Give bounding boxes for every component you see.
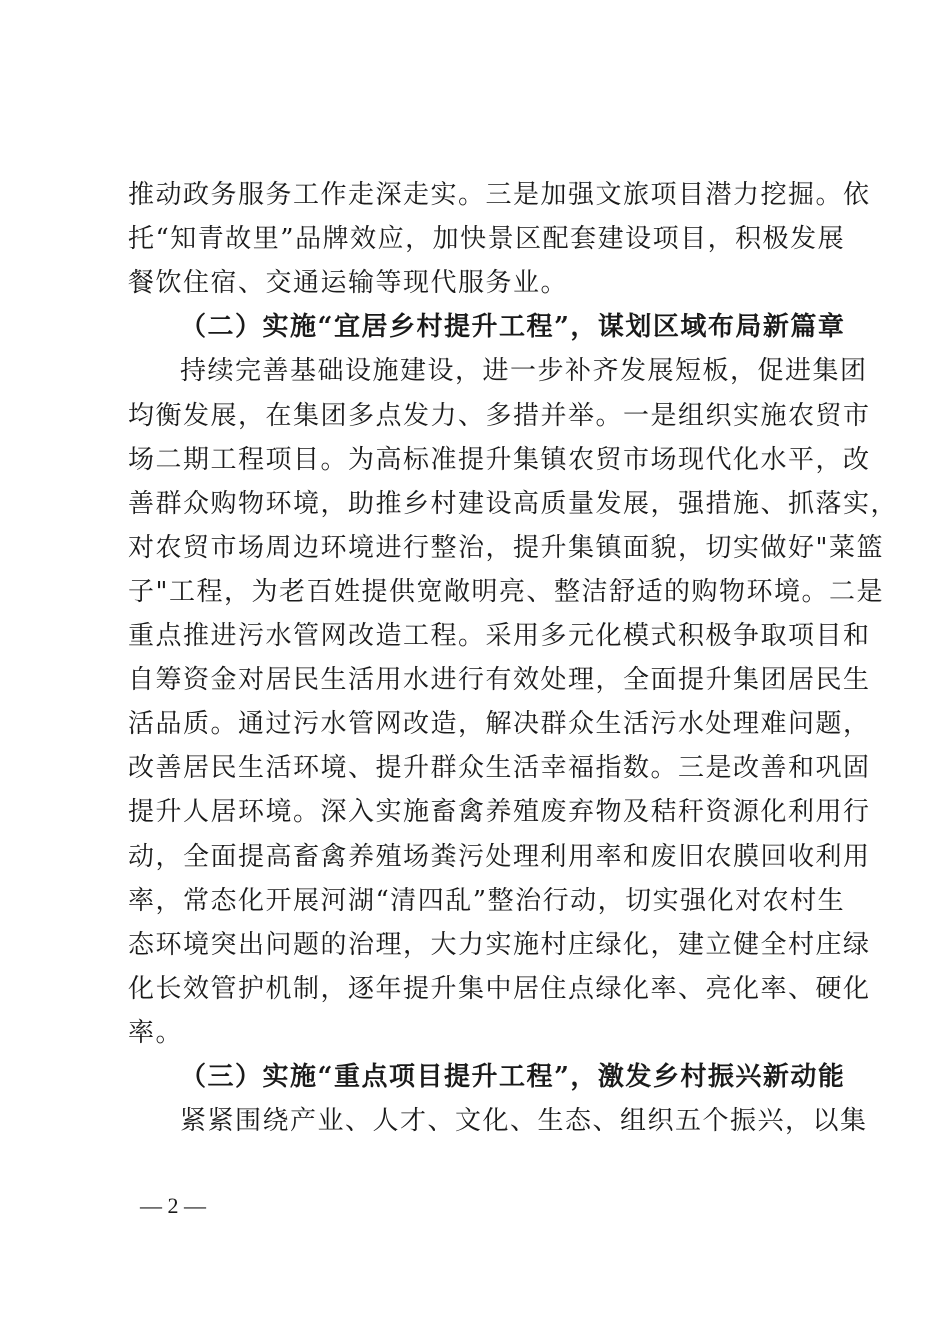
section-heading-2: （二）实施“宜居乡村提升工程”，谋划区域布局新篇章 (180, 312, 846, 342)
paragraph-2-line-10: 改善居民生活环境、提升群众生活幸福指数。三是改善和巩固 (128, 753, 871, 783)
paragraph-2-line-11: 提升人居环境。深入实施畜禽养殖废弃物及秸秆资源化利用行 (128, 797, 871, 827)
paragraph-2-line-15: 化长效管护机制，逐年提升集中居住点绿化率、亮化率、硬化 (128, 974, 871, 1004)
page-number-footer: — 2 — (140, 1193, 206, 1218)
paragraph-2-line-4: 善群众购物环境，助推乡村建设高质量发展，强措施、抓落实， (128, 489, 899, 519)
paragraph-2-line-5: 对农贸市场周边环境进行整治，提升集镇面貌，切实做好"菜篮 (128, 533, 884, 563)
paragraph-1-line-1: 推动政务服务工作走深走实。三是加强文旅项目潜力挖掘。依 (128, 180, 871, 210)
paragraph-3-line-1: 紧紧围绕产业、人才、文化、生态、组织五个振兴，以集 (180, 1106, 868, 1136)
paragraph-2-line-2: 均衡发展，在集团多点发力、多措并举。一是组织实施农贸市 (128, 401, 871, 431)
paragraph-1-line-2: 托“知青故里”品牌效应，加快景区配套建设项目，积极发展 (128, 224, 846, 254)
section-heading-3: （三）实施“重点项目提升工程”，激发乡村振兴新动能 (180, 1062, 846, 1092)
paragraph-2-line-8: 自筹资金对居民生活用水进行有效处理，全面提升集团居民生 (128, 665, 871, 695)
paragraph-1-line-3: 餐饮住宿、交通运输等现代服务业。 (128, 268, 569, 298)
paragraph-2-line-14: 态环境突出问题的治理，大力实施村庄绿化，建立健全村庄绿 (128, 930, 871, 960)
paragraph-2-line-1: 持续完善基础设施建设，进一步补齐发展短板，促进集团 (180, 356, 868, 386)
paragraph-2-line-13: 率，常态化开展河湖“清四乱”整治行动，切实强化对农村生 (128, 886, 846, 916)
paragraph-2-line-7: 重点推进污水管网改造工程。采用多元化模式积极争取项目和 (128, 621, 871, 651)
paragraph-2-line-3: 场二期工程项目。为高标准提升集镇农贸市场现代化水平，改 (128, 445, 871, 475)
paragraph-2-line-12: 动，全面提高畜禽养殖场粪污处理利用率和废旧农膜回收利用 (128, 842, 871, 872)
paragraph-2-line-16: 率。 (128, 1018, 184, 1048)
paragraph-2-line-6: 子"工程，为老百姓提供宽敞明亮、整洁舒适的购物环境。二是 (128, 577, 884, 607)
paragraph-2-line-9: 活品质。通过污水管网改造，解决群众生活污水处理难问题， (128, 709, 871, 739)
